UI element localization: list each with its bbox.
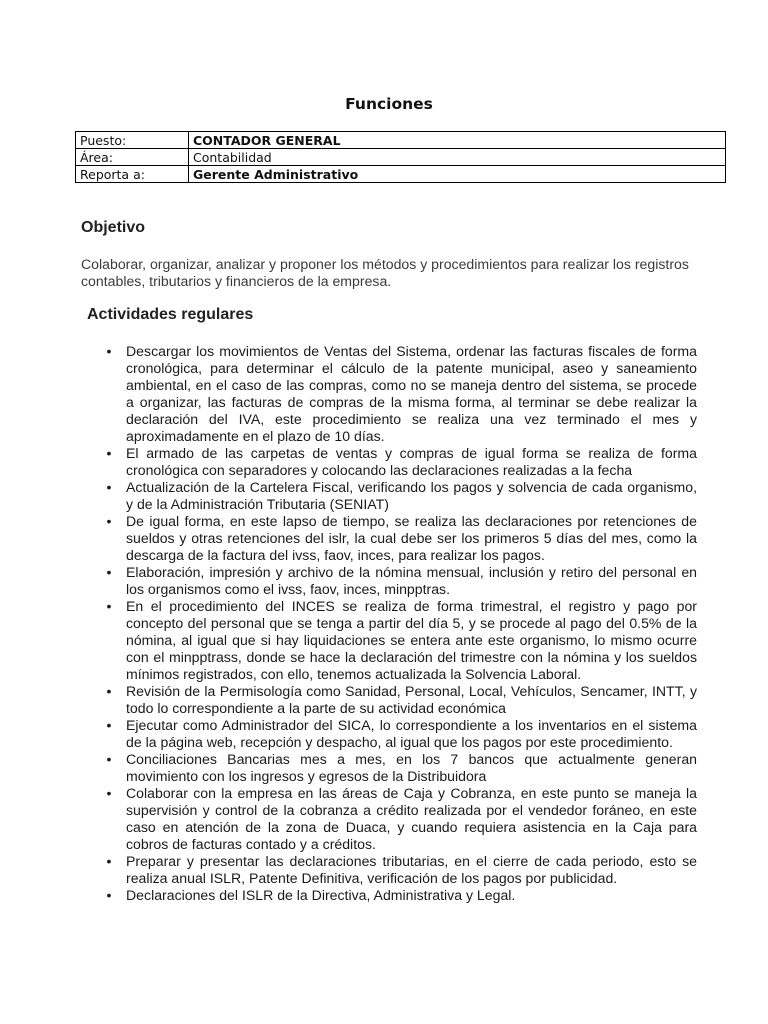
activity-item <box>102 853 697 887</box>
activity-item <box>102 717 697 751</box>
job-info-table-body <box>76 132 726 183</box>
bullet-icon: • <box>106 853 112 869</box>
activity-text: Descargar los movimientos de Ventas del Sistema, ordenar las facturas fiscales de forma cronológica, para determinar el cálculo de la patente municipal, aseo y saneamiento ambiental, en el caso de las compras, como no se maneja dentro del sistema, se procede a organizar, las facturas de compras de la misma forma, al terminar se debe realizar la declaración del IVA, este procedimiento se realiza una vez terminado el mes y aproximadamente en el plazo de 10 días. <box>126 343 697 444</box>
bullet-icon: • <box>106 887 112 903</box>
activity-text: Preparar y presentar las declaraciones tributarias, en el cierre de cada periodo, esto se realiza anual ISLR, Patente Definitiva, verificación de los pagos por publicidad. <box>126 853 697 886</box>
job-info-row <box>76 166 726 183</box>
bullet-icon: • <box>106 751 112 767</box>
bullet-icon: • <box>106 343 112 359</box>
job-info-value: CONTADOR GENERAL <box>189 132 726 149</box>
page-title: Funciones <box>345 95 433 113</box>
activity-item <box>102 598 697 683</box>
job-info-row <box>76 149 726 166</box>
objective-heading: Objetivo <box>81 219 146 236</box>
activity-text: Actualización de la Cartelera Fiscal, verificando los pagos y solvencia de cada organismo, y de la Administración Tributaria (SENIAT) <box>126 479 697 512</box>
bullet-icon: • <box>106 785 112 801</box>
activity-text: Elaboración, impresión y archivo de la nómina mensual, inclusión y retiro del personal en los organismos como el ivss, faov, inces, minpptras. <box>126 564 697 597</box>
activity-text: Ejecutar como Administrador del SICA, lo correspondiente a los inventarios en el sistema de la página web, recepción y despacho, al igual que los pagos por este procedimiento. <box>126 717 697 750</box>
activity-text: Colaborar con la empresa en las áreas de Caja y Cobranza, en este punto se maneja la supervisión y control de la cobranza a crédito realizada por el vendedor foráneo, en este caso en atención de la zona de Duaca, y cuando requiera asistencia en la Caja para cobros de facturas contado y a créditos. <box>126 785 697 852</box>
activities-heading: Actividades regulares <box>87 306 254 323</box>
activity-item <box>102 887 697 904</box>
activity-item <box>102 343 697 445</box>
activity-item <box>102 785 697 853</box>
activity-text: De igual forma, en este lapso de tiempo, se realiza las declaraciones por retenciones de sueldos y otras retenciones del islr, la cual debe ser los primeros 5 días del mes, como la descarga de la factura del ivss, faov, inces, para realizar los pagos. <box>126 513 697 563</box>
activity-item <box>102 564 697 598</box>
job-info-value: Gerente Administrativo <box>189 166 726 183</box>
job-info-table <box>75 131 726 183</box>
objective-text: Colaborar, organizar, analizar y proponer los métodos y procedimientos para realizar los registros contables, tributarios y financieros de la empresa. <box>81 256 689 289</box>
activity-text: Conciliaciones Bancarias mes a mes, en los 7 bancos que actualmente generan movimiento con los ingresos y egresos de la Distribuidora <box>126 751 697 784</box>
activity-item <box>102 683 697 717</box>
activity-text: Declaraciones del ISLR de la Directiva, Administrativa y Legal. <box>126 887 516 903</box>
job-info-label: Puesto: <box>76 132 189 149</box>
activity-text: En el procedimiento del INCES se realiza de forma trimestral, el registro y pago por concepto del personal que se tenga a partir del día 5, y se procede al pago del 0.5% de la nómina, al igual que si hay liquidaciones se entera ante este organismo, lo mismo ocurre con el minpptrass, donde se hace la declaración del trimestre con la nómina y los sueldos mínimos registrados, con ello, tenemos actualizada la Solvencia Laboral. <box>126 598 697 682</box>
bullet-icon: • <box>106 513 112 529</box>
bullet-icon: • <box>106 479 112 495</box>
bullet-icon: • <box>106 683 112 699</box>
activity-item <box>102 479 697 513</box>
bullet-icon: • <box>106 564 112 580</box>
bullet-icon: • <box>106 717 112 733</box>
bullet-icon: • <box>106 445 112 461</box>
activity-item <box>102 445 697 479</box>
activity-item <box>102 513 697 564</box>
job-info-label: Reporta a: <box>76 166 189 183</box>
job-info-value: Contabilidad <box>189 149 726 166</box>
job-info-row <box>76 132 726 149</box>
activity-item <box>102 751 697 785</box>
activities-list <box>102 343 697 904</box>
activity-text: El armado de las carpetas de ventas y compras de igual forma se realiza de forma cronológica con separadores y colocando las declaraciones realizadas a la fecha <box>126 445 697 478</box>
activity-text: Revisión de la Permisología como Sanidad, Personal, Local, Vehículos, Sencamer, INTT, y todo lo correspondiente a la parte de su actividad económica <box>126 683 697 716</box>
bullet-icon: • <box>106 598 112 614</box>
job-info-label: Área: <box>76 149 189 166</box>
